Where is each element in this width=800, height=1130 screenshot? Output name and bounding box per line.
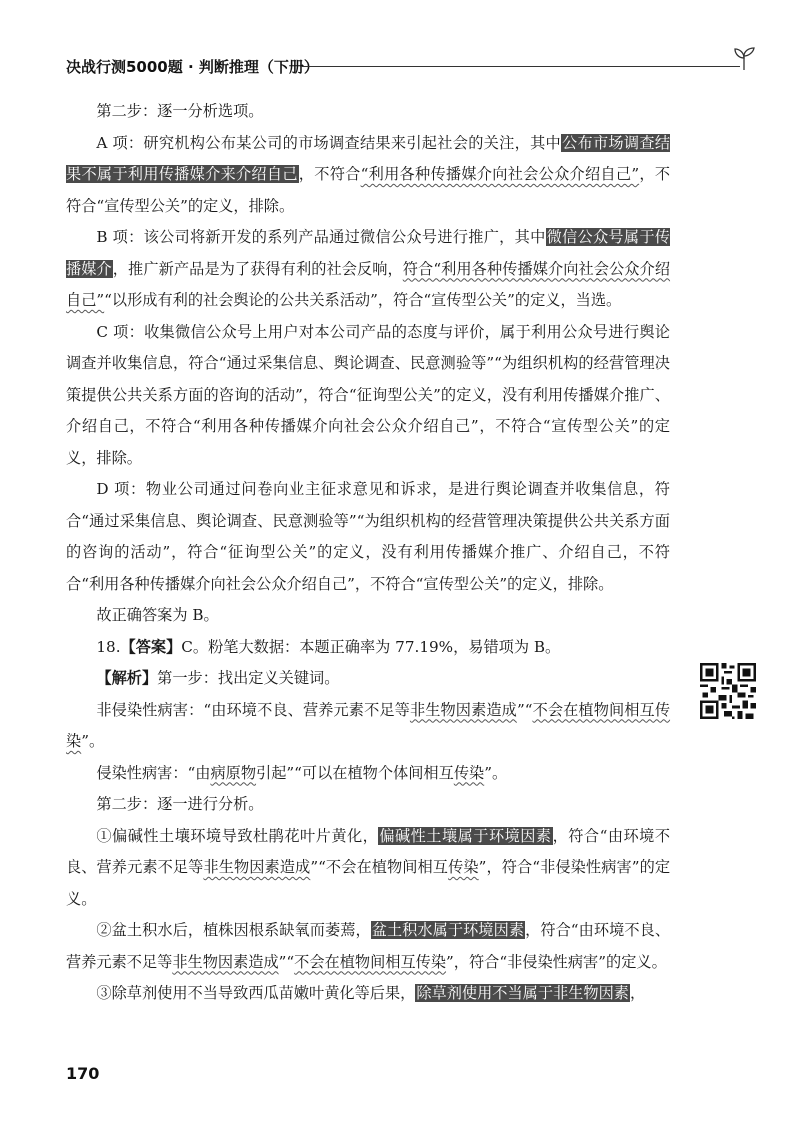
wavy-underline-keyword: 病原物 <box>210 763 257 782</box>
question-18-answer: 18.【答案】C。粉笔大数据：本题正确率为 77.19%，易错项为 B。 <box>96 637 561 656</box>
option-a-analysis: A 项：研究机构公布某公司的市场调查结果来引起社会的关注，其中公布市场调查结果不属于利用传播媒介来介绍自己，不符合“利用各种传播媒介向社会公众介绍自己”，不符合“宣传型公关”的定义，排除。 <box>66 133 671 215</box>
wavy-underline-keyword: 传染 <box>453 763 485 782</box>
answer-conclusion: 故正确答案为 B。 <box>96 606 219 624</box>
wavy-underline-keyword: 非生物因素造成 <box>172 952 279 971</box>
item-one-analysis: ①偏碱性土壤环境导致杜鹃花叶片黄化，偏碱性土壤属于环境因素，符合“由环境不良、营养元素不足等非生物因素造成”“不会在植物间相互传染”，符合“非侵染性病害”的定义。 <box>66 826 671 908</box>
header-rule <box>300 66 740 67</box>
highlight-key-point: 公布市场调查结果不属于利用传播媒介来介绍自己 <box>66 133 671 183</box>
analysis-step-one: 【解析】第一步：找出定义关键词。 <box>96 669 340 687</box>
wavy-underline-keyword: 传染 <box>448 858 479 876</box>
highlight-key-point: 除草剂使用不当属于非生物因素 <box>416 984 629 1002</box>
sprout-icon <box>730 44 758 72</box>
wavy-underline-keyword: 不会在植物间相互传染 <box>66 700 671 750</box>
analysis-tag: 【解析】 <box>96 669 158 687</box>
option-d-analysis: D 项：物业公司通过问卷向业主征求意见和诉求，是进行舆论调查并收集信息，符合“通过采集信息、舆论调查、民意测验等”“为组织机构的经营管理决策提供公共关系方面的咨询的活动”，符合“征询型公关”的定义，没有利用传播媒介推广、介绍自己，不符合“利用各种传播媒介向社会公众介绍自己”，不符合“宣传型公关”的定义，排除。 <box>66 480 670 593</box>
answer-tag: 【答案】 <box>120 637 182 656</box>
item-two-analysis: ②盆土积水后，植株因根系缺氧而萎蔫，盆土积水属于环境因素，符合“由环境不良、营养元素不足等非生物因素造成”“不会在植物间相互传染”，符合“非侵染性病害”的定义。 <box>66 921 671 971</box>
definition-non-infectious: 非侵染性病害：“由环境不良、营养元素不足等非生物因素造成”“不会在植物间相互传染”。 <box>66 700 671 750</box>
wavy-underline-keyword: 不会在植物间相互传染 <box>294 952 447 971</box>
highlight-key-point: 盆土积水属于环境因素 <box>371 921 525 939</box>
wavy-underline-keyword: “利用各种传播媒介向社会公众介绍自己” <box>360 165 640 183</box>
book-title: 决战行测5000题 · 判断推理（下册） <box>66 58 319 76</box>
highlight-key-point: 偏碱性土壤属于环境因素 <box>379 826 552 845</box>
qr-code-icon[interactable] <box>700 663 756 719</box>
page-header <box>42 42 762 82</box>
option-b-analysis: B 项：该公司将新开发的系列产品通过微信公众号进行推广，其中微信公众号属于传播媒介，推广新产品是为了获得有利的社会反响，符合“利用各种传播媒介向社会公众介绍自己”“以形成有利的社会舆论的公共关系活动”，符合“宣传型公关”的定义，当选。 <box>66 228 671 309</box>
item-three-analysis: ③除草剂使用不当导致西瓜苗嫩叶黄化等后果，除草剂使用不当属于非生物因素， <box>96 984 646 1002</box>
page-body <box>66 96 670 1010</box>
wavy-underline-keyword: 非生物因素造成 <box>203 858 311 876</box>
page-number: 170 <box>66 1064 100 1083</box>
wavy-underline-keyword: 符合“利用各种传播媒介向社会公众介绍自己” <box>66 259 671 309</box>
step-two-analysis-heading: 第二步：逐一进行分析。 <box>96 795 264 813</box>
wavy-underline-keyword: 非生物因素造成 <box>409 700 517 719</box>
highlight-key-point: 微信公众号属于传播媒介 <box>66 228 670 278</box>
step-two-heading: 第二步：逐一分析选项。 <box>96 102 264 120</box>
definition-infectious: 侵染性病害：“由病原物引起”“可以在植物个体间相互传染”。 <box>96 763 508 782</box>
option-c-analysis: C 项：收集微信公众号上用户对本公司产品的态度与评价，属于利用公众号进行舆论调查并收集信息，符合“通过采集信息、舆论调查、民意测验等”“为组织机构的经营管理决策提供公共关系方面的咨询的活动”，符合“征询型公关”的定义，没有利用传播媒介推广、介绍自己，不符合“利用各种传播媒介向社会公众介绍自己”，不符合“宣传型公关”的定义，排除。 <box>66 322 670 467</box>
